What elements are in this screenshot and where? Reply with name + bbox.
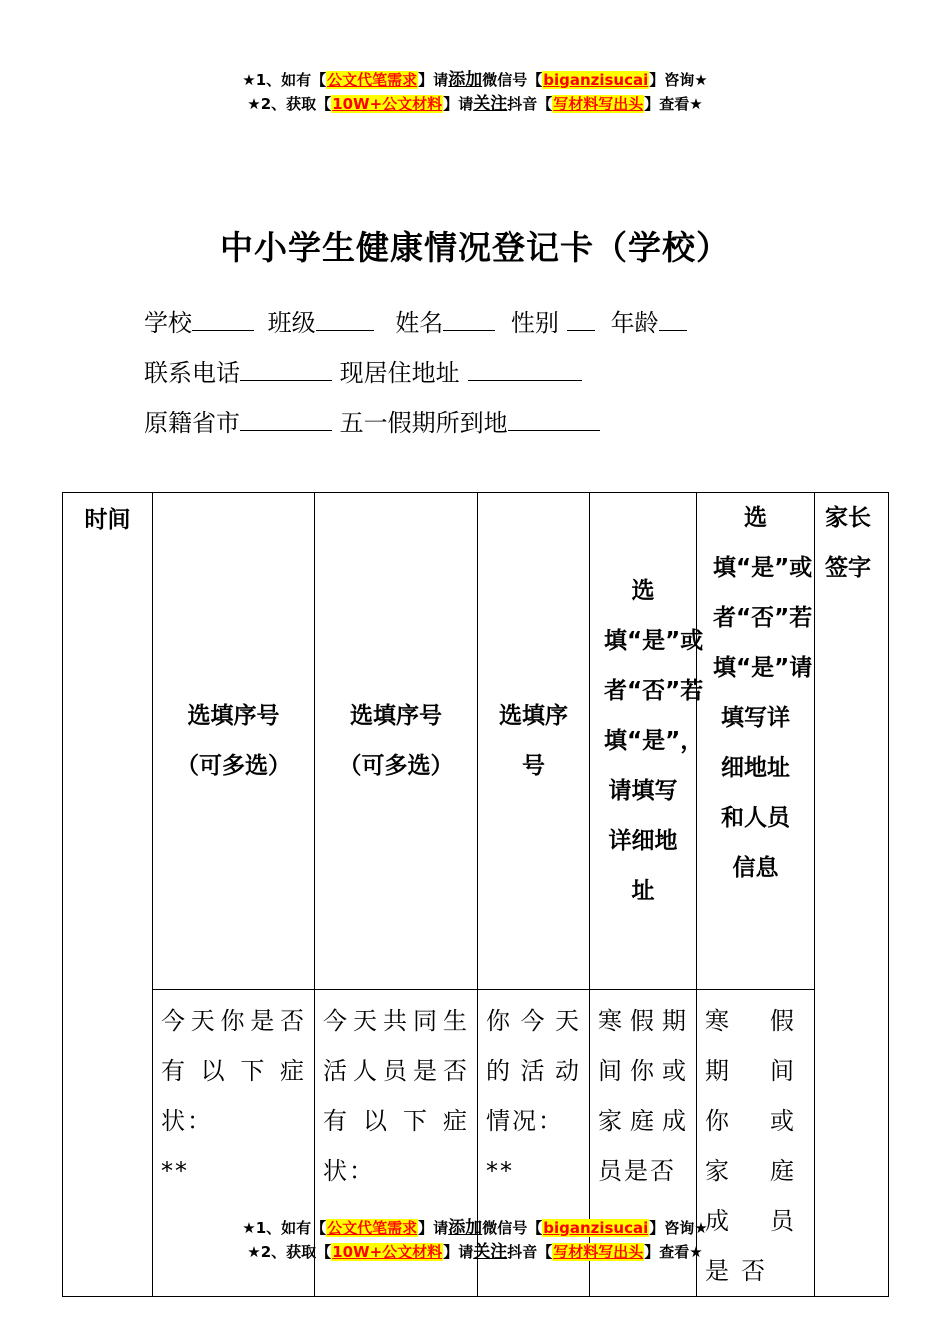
promo-highlight: 10W+公文材料 xyxy=(332,95,443,113)
top-promo-banner xyxy=(0,68,950,116)
origin-label: 原籍省市 xyxy=(144,409,240,437)
promo-underline: 添加 xyxy=(448,1218,483,1238)
promo-highlight: 10W+公文材料 xyxy=(332,1243,443,1261)
promo-text: 】请 xyxy=(418,1219,449,1237)
promo-underline: 关注 xyxy=(473,94,508,114)
gender-label: 性别 xyxy=(510,309,559,337)
school-field[interactable] xyxy=(192,308,254,331)
promo-wechat-id: biganzisucai xyxy=(543,71,649,89)
page-title: 中小学生健康情况登记卡（学校） xyxy=(220,228,730,267)
origin-field[interactable] xyxy=(240,408,332,431)
name-label: 姓名 xyxy=(395,309,444,337)
header-travel-address: 选填“是”或者“否”若填“是”，请填写详细地址 xyxy=(590,493,697,990)
holiday-destination-field[interactable] xyxy=(508,408,600,431)
question-travel-personnel: 寒假期间你或家庭成员是否 xyxy=(697,990,815,1297)
promo-underline: 添加 xyxy=(448,70,483,90)
promo-text: 】查看★ xyxy=(644,95,703,113)
holiday-destination-label: 五一假期所到地 xyxy=(339,409,508,437)
question-household-symptoms: 今天共同生活人员是否有以下症状： xyxy=(315,990,478,1297)
promo-text: 抖音【 xyxy=(507,95,553,113)
promo-line-2 xyxy=(0,92,950,116)
promo-douyin-id: 写材料写出头 xyxy=(553,95,644,113)
promo-text: 】查看★ xyxy=(644,1243,703,1261)
promo-text: 】咨询★ xyxy=(649,71,708,89)
promo-douyin-id: 写材料写出头 xyxy=(553,1243,644,1261)
bottom-promo-banner xyxy=(0,1216,950,1264)
promo-text: ★1、如有【 xyxy=(242,71,327,89)
gender-field[interactable] xyxy=(567,308,595,331)
promo-text: 】请 xyxy=(443,95,474,113)
form-row-3 xyxy=(144,403,600,438)
question-activity-mark: ** xyxy=(486,1157,514,1185)
header-time: 时间 xyxy=(63,493,153,1297)
form-row-1 xyxy=(144,303,687,338)
address-field[interactable] xyxy=(468,358,582,381)
school-label: 学校 xyxy=(144,309,192,337)
promo-highlight: 公文代笔需求 xyxy=(327,1219,418,1237)
health-record-table xyxy=(62,492,889,1297)
promo-line-1 xyxy=(0,68,950,92)
promo-highlight: 公文代笔需求 xyxy=(327,71,418,89)
age-label: 年龄 xyxy=(610,309,659,337)
address-label: 现居住地址 xyxy=(339,359,460,387)
header-parent-signature: 家长签字 xyxy=(815,493,889,1297)
header-symptoms: 选填序号（可多选） xyxy=(153,493,315,990)
question-activity-text: 你今天的活动情况： xyxy=(486,1007,581,1135)
phone-label: 联系电话 xyxy=(144,359,240,387)
promo-text: 】请 xyxy=(418,71,449,89)
header-household-symptoms: 选填序号（可多选） xyxy=(315,493,478,990)
promo-underline: 关注 xyxy=(473,1242,508,1262)
class-label: 班级 xyxy=(267,309,316,337)
name-field[interactable] xyxy=(443,308,495,331)
age-field[interactable] xyxy=(659,308,687,331)
promo-text: 抖音【 xyxy=(507,1243,553,1261)
promo-text: ★2、获取【 xyxy=(247,95,332,113)
promo-text: ★2、获取【 xyxy=(247,1243,332,1261)
promo-line-1 xyxy=(0,1216,950,1240)
question-symptoms-text: 今天你是否有以下症状： xyxy=(161,1007,306,1135)
table-header-row xyxy=(63,493,889,990)
question-symptoms-mark: ** xyxy=(161,1157,189,1185)
phone-field[interactable] xyxy=(240,358,332,381)
promo-text: 】请 xyxy=(443,1243,474,1261)
form-row-2 xyxy=(144,353,582,388)
promo-text: 】咨询★ xyxy=(649,1219,708,1237)
question-travel-address: 寒假期间你或家庭成员是否 xyxy=(590,990,697,1297)
header-travel-personnel: 选填“是”或者“否”若填“是”请填写详细地址和人员信息 xyxy=(697,493,815,990)
class-field[interactable] xyxy=(316,308,374,331)
promo-line-2 xyxy=(0,1240,950,1264)
promo-text: 微信号【 xyxy=(482,1219,543,1237)
promo-text: ★1、如有【 xyxy=(242,1219,327,1237)
promo-wechat-id: biganzisucai xyxy=(543,1219,649,1237)
header-activity: 选填序号 xyxy=(478,493,590,990)
promo-text: 微信号【 xyxy=(482,71,543,89)
